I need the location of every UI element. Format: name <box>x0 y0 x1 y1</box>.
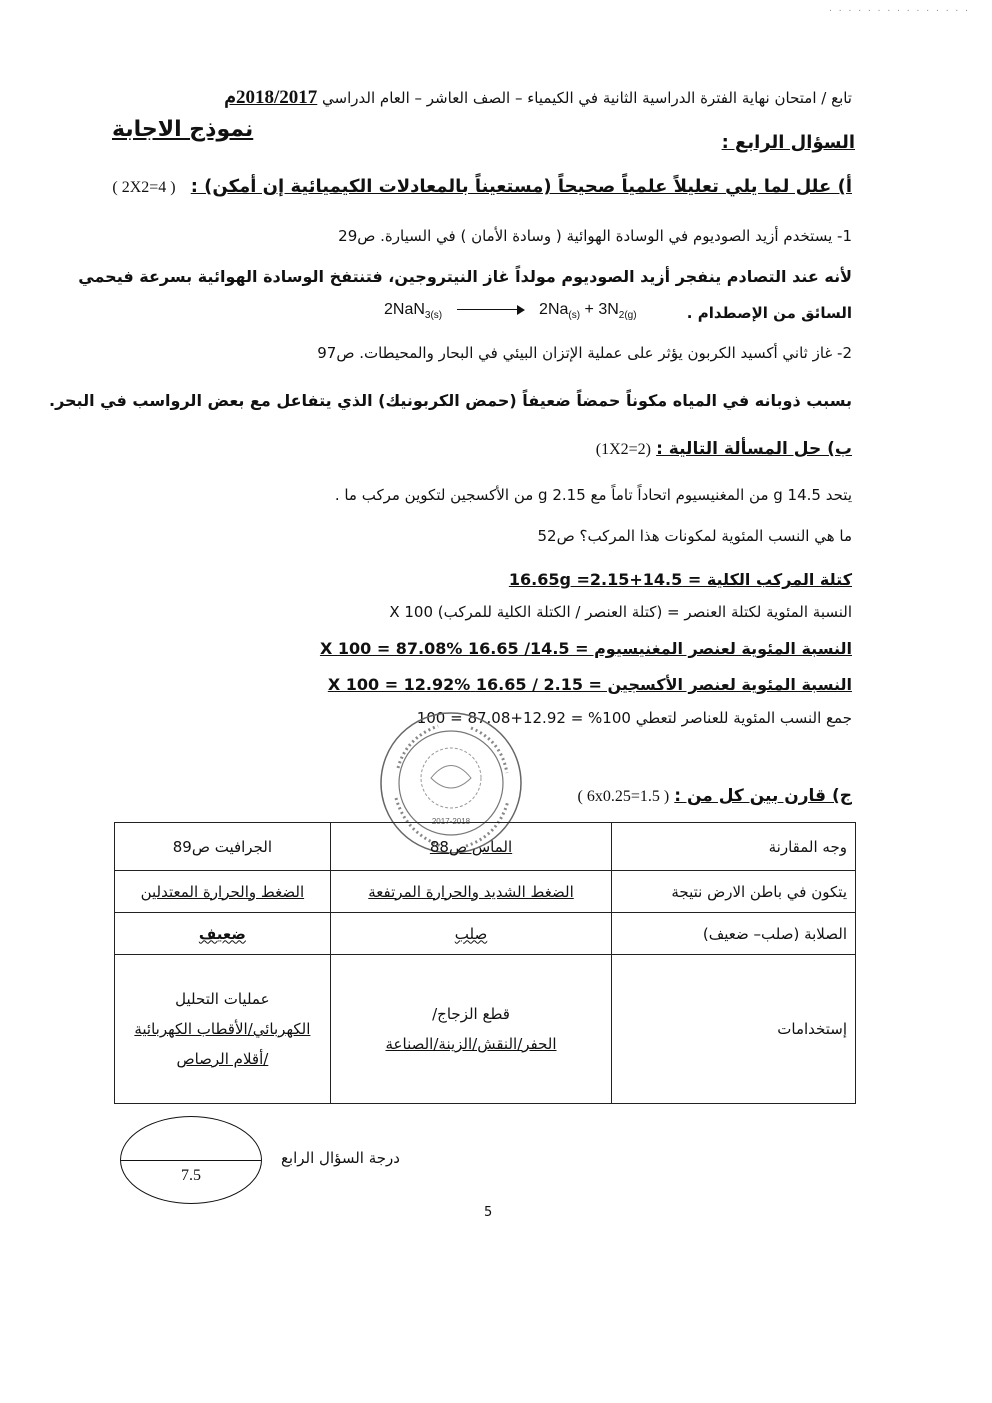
academic-year: 2018/2017م <box>224 87 318 108</box>
part-b-marks: (1X2=2) <box>595 441 651 458</box>
problem-line1: يتحد g 14.5 من المغنيسيوم اتحاداً تاماً مع g 2.15 من الأكسجين لتكوين مركب ما . <box>334 486 852 504</box>
item2-question: 2- غاز ثاني أكسيد الكربون يؤثر على عملية الإتزان البيئي في البحار والمحيطات. ص97 <box>317 344 852 362</box>
part-a-marks: ( 2X2=4 ) <box>112 179 176 196</box>
question-4-title: السؤال الرابع : <box>721 132 855 153</box>
scan-marks: . . . . . . . . . . . . . . . <box>829 4 970 14</box>
header-aspect: وجه المقارنة <box>612 823 856 871</box>
row-uses-graphite <box>115 955 331 1104</box>
hardness-diamond-text: صلب <box>454 924 488 943</box>
eq-product1: 2Na <box>539 301 569 318</box>
hardness-graphite-text: ضعيف <box>198 924 246 943</box>
item1-question: 1- يستخدم أزيد الصوديوم في الوسادة الهوائية ( وسادة الأمان ) في السيارة. ص29 <box>338 227 852 245</box>
header-line: تابع / امتحان نهاية الفترة الدراسية الثانية في الكيمياء – الصف العاشر – العام الدراسي <box>317 89 852 107</box>
exam-header <box>142 86 852 109</box>
comparison-table <box>114 822 856 1104</box>
row-formation-diamond <box>330 871 612 913</box>
eq-product1-state: (s) <box>568 310 581 322</box>
uses-graphite-line1: عمليات التحليل <box>175 990 270 1008</box>
header-diamond-label: الماس ص88 <box>429 837 513 856</box>
part-c-marks: ( 6x0.25=1.5 ) <box>577 788 670 805</box>
row-formation-label: يتكون في باطن الارض نتيجة <box>612 871 856 913</box>
table-row <box>115 913 856 955</box>
part-a-heading-row <box>112 176 852 197</box>
formation-graphite-text: الضغط والحرارة المعتدلين <box>140 882 305 901</box>
item2-answer: بسبب ذوبانه في المياه مكوناً حمضاً ضعيفاً (حمض الكربونيك) الذي يتفاعل مع بعض الرواسب في البحر. <box>48 391 852 410</box>
score-label: درجة السؤال الرابع <box>280 1149 400 1167</box>
score-circle <box>120 1116 262 1204</box>
score-value: 7.5 <box>181 1167 201 1184</box>
header-diamond <box>330 823 612 871</box>
table-row <box>115 955 856 1104</box>
row-hardness-diamond <box>330 913 612 955</box>
item1-answer-line2: السائق من الإصطدام . <box>686 304 852 322</box>
part-c-heading-row <box>577 786 852 806</box>
eq-product2: 3N <box>598 301 619 318</box>
uses-diamond-line2: الحفر/النقش/الزينة/الصناعة <box>385 1035 557 1053</box>
stamp-date: 2017-2018 <box>431 817 471 826</box>
solution-magnesium: النسبة المئوية لعنصر المغنيسيوم = 14.5/ 16.65 X 100 = 87.08% <box>319 639 852 658</box>
table-row <box>115 871 856 913</box>
row-hardness-graphite <box>115 913 331 955</box>
part-b-heading: ب) حل المسألة التالية : <box>656 439 852 459</box>
answer-key-title: نموذج الاجابة <box>112 117 254 142</box>
row-formation-graphite <box>115 871 331 913</box>
eq-product2-state: 2(g) <box>618 310 637 322</box>
solution-oxygen: النسبة المئوية لعنصر الأكسجين = 2.15 / 16.65 X 100 = 12.92% <box>327 675 852 694</box>
part-a-heading: أ) علل لما يلي تعليلاً علمياً صحيحاً (مستعيناً بالمعادلات الكيميائية إن أمكن) : <box>190 176 852 197</box>
row-uses-label: إستخدامات <box>612 955 856 1104</box>
uses-graphite-line2: الكهربائي/الأقطاب الكهربائية <box>134 1020 311 1038</box>
eq-plus: + <box>580 301 599 318</box>
eq-reactant: 2NaN <box>384 301 425 318</box>
eq-reactant-state: 3(s) <box>424 310 443 322</box>
part-c-heading: ج) قارن بين كل من : <box>674 786 852 806</box>
solution-formula: النسبة المئوية لكتلة العنصر = (كتلة العنصر / الكتلة الكلية للمركب) X 100 <box>389 603 852 621</box>
reaction-arrow-icon <box>457 305 525 315</box>
row-hardness-label: الصلابة (صلب– ضعيف) <box>612 913 856 955</box>
solution-check: جمع النسب المئوية للعناصر لتعطي 100% = 12.92+87.08 = 100 <box>416 709 852 727</box>
score-divider <box>121 1160 261 1161</box>
problem-line2: ما هي النسب المئوية لمكونات هذا المركب؟ ص52 <box>537 527 852 545</box>
item1-answer-line1: لأنه عند التصادم ينفجر أزيد الصوديوم مولداً غاز النيتروجين، فتنتفخ الوسادة الهوائية بسرعة فيحمي <box>78 267 852 286</box>
header-graphite: الجرافيت ص89 <box>115 823 331 871</box>
solution-total-mass: كتلة المركب الكلية = 14.5+2.15= 16.65g <box>508 570 852 589</box>
chemical-equation <box>384 301 637 321</box>
uses-graphite-line3: /أقلام الرصاص <box>176 1050 269 1068</box>
part-b-heading-row <box>596 439 852 459</box>
table-header-row <box>115 823 856 871</box>
formation-diamond-text: الضغط الشديد والحرارة المرتفعة <box>368 882 574 901</box>
uses-diamond-line1: قطع الزجاج/ <box>432 1005 510 1023</box>
page-number: 5 <box>484 1205 493 1220</box>
row-uses-diamond <box>330 955 612 1104</box>
